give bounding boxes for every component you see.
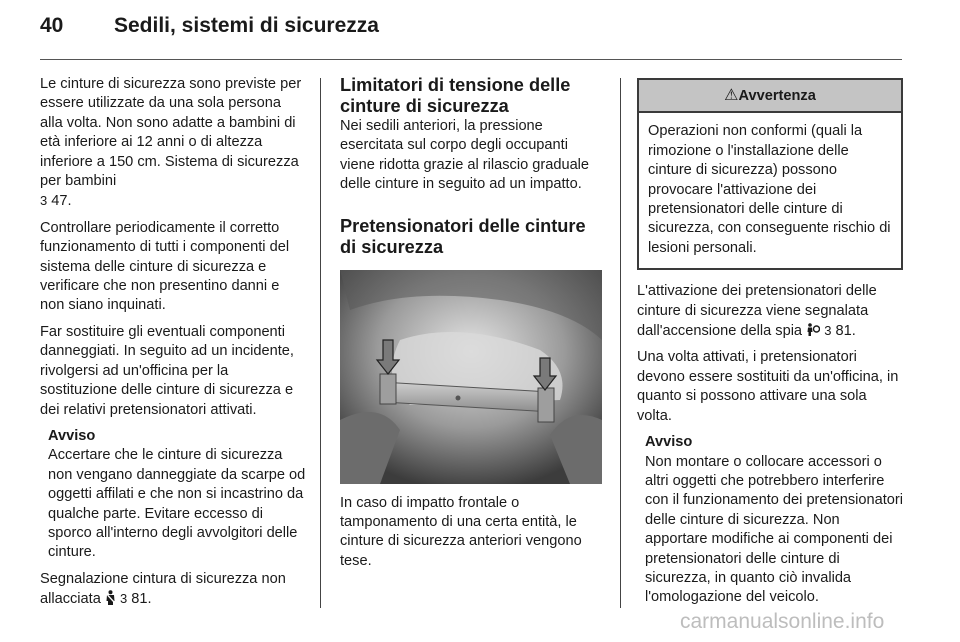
note-block xyxy=(40,427,306,563)
column-left xyxy=(40,75,306,617)
section-heading: Pretensionatori delle cinture di sicurezza xyxy=(340,215,586,257)
watermark: carmanualsonline.info xyxy=(680,610,885,633)
paragraph: Far sostituire gli eventuali componenti danneggiati. In seguito ad un incidente, rivolgersi ad un'officina per la sostituzione delle cinture di sicurezza e dei relativi pretensionatori attivati. xyxy=(40,323,294,418)
page-ref-arrow-icon: 3 xyxy=(824,323,832,339)
column-middle xyxy=(340,75,606,578)
note-title: Avviso xyxy=(645,434,693,451)
paragraph: Nei sedili anteriori, la pressione esercitata sul corpo degli occupanti viene ridotta grazie al rilascio graduale delle cinture in seguito ad un impatto. xyxy=(340,118,590,193)
section-heading: Limitatori di tensione delle cinture di sicurezza xyxy=(340,75,571,116)
note-block xyxy=(637,433,903,608)
column-separator-1 xyxy=(320,78,321,608)
note-text: Non montare o collocare accessori o altri oggetti che potrebbero interferire con il funzionamento dei pretensionatori delle cinture di sicurezza. Non apportare modifiche ai componenti dei pretensionatori delle cinture di sicurezza, in quanto ciò invalida l'omologazione del veicolo. xyxy=(645,453,903,606)
warning-header xyxy=(639,80,901,113)
page-title: Sedili, sistemi di sicurezza xyxy=(114,14,379,37)
page-ref-arrow-icon: 3 xyxy=(40,193,48,209)
seatbelt-reminder-icon xyxy=(105,590,116,605)
warning-box xyxy=(637,78,903,270)
warning-text: Operazioni non conformi (quali la rimozione o l'installazione delle cinture di sicurezza) possono provocare l'attivazione dei pretensionatori delle cinture di sicurezza, con conseguente rischio di lesioni personali. xyxy=(648,123,891,256)
paragraph: L'attivazione dei pretensionatori delle cinture di sicurezza viene segnalata dall'accensione della spia 3 81. xyxy=(637,283,877,340)
paragraph: Controllare periodicamente il corretto funzionamento di tutti i componenti del sistema delle cinture di sicurezza e verificare che non presentino danni e non siano inquinati. xyxy=(40,219,290,314)
column-right xyxy=(637,78,903,615)
warning-triangle-icon: ⚠ xyxy=(724,87,739,104)
paragraph: Una volta attivati, i pretensionatori devono essere sostituiti da un'officina, in quanto si possono attivare una sola volta. xyxy=(637,349,899,424)
paragraph: Segnalazione cintura di sicurezza non allacciata 3 81. xyxy=(40,570,286,608)
page-number: 40 xyxy=(40,14,64,37)
column-separator-2 xyxy=(620,78,621,608)
paragraph: In caso di impatto frontale o tamponamento di una certa entità, le cinture di sicurezza anteriori vengono tese. xyxy=(340,494,582,569)
seatbelt-pretensioner-illustration xyxy=(340,270,602,484)
note-text: Accertare che le cinture di sicurezza non vengano danneggiate da scarpe od oggetti affilati e che non si incastrino da qualche parte. Evitare eccesso di sporco all'interno degli avvolgitori delle cinture. xyxy=(48,447,306,561)
header-rule xyxy=(40,59,902,60)
paragraph: Le cinture di sicurezza sono previste per essere utilizzate da una sola persona alla volta. Non sono adatte a bambini di età inferiore ai 12 anni o di altezza inferiore a 150 cm. Sistema di sicurezza per bambini 3 47. xyxy=(40,76,302,210)
airbag-warning-icon xyxy=(806,323,820,337)
page-ref-arrow-icon: 3 xyxy=(119,591,128,607)
note-title: Avviso xyxy=(48,427,96,444)
warning-title: Avvertenza xyxy=(738,88,816,104)
